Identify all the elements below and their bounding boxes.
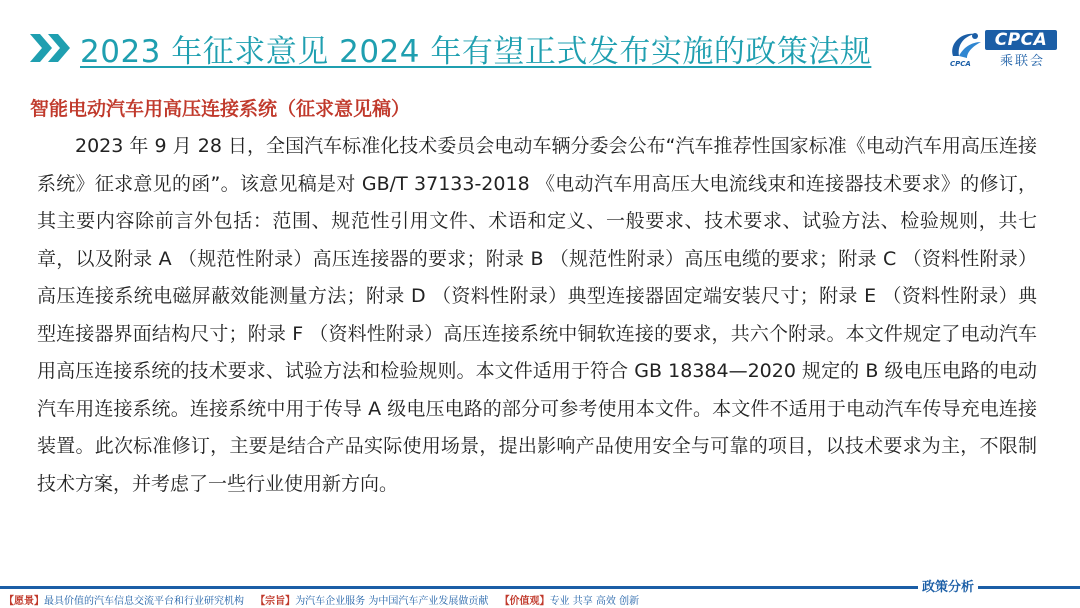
footer-section-label: 政策分析 [918, 576, 978, 595]
logo-subtitle: 乘联会 [1000, 54, 1046, 69]
footer-vision-text: 最具价值的汽车信息交流平台和行业研究机构 [44, 596, 244, 607]
footer-tag-purpose: 【宗旨】 [255, 596, 296, 607]
page-title: 2023 年征求意见 2024 年有望正式发布实施的政策法规 [80, 34, 872, 70]
footer-purpose-text: 为汽车企业服务 为中国汽车产业发展做贡献 [295, 596, 489, 607]
footer-values-text: 专业 共享 高效 创新 [549, 596, 640, 607]
body-paragraph: 2023 年 9 月 28 日，全国汽车标准化技术委员会电动车辆分委会公布“汽车推荐性国家标准《电动汽车用高压连接系统》征求意见的函”。该意见稿是对 GB/T 37133-2018 《电动汽车用高压大电流线束和连接器技术要求》的修订，其主要内容除前言外包括：范围、规范性引用文件、术语和定义、一般要求、技术要求、试验方法、检验规则，共七章，以及附录 A （规范性附录）高压连接器的要求；附录 B （规范性附录）高压电缆的要求；附录 C （资料性附录）高压连接系统电磁屏蔽效能测量方法；附录 D （资料性附录）典型连接器固定端安装尺寸；附录 E （资料性附录）典型连接器界面结构尺寸；附录 F （资料性附录）高压连接系统中铜软连接的要求，共六个附录。本文件规定了电动汽车用高压连接系统的技术要求、试验方法和检验规则。本文件适用于符合 GB 18384—2020 规定的 B 级电压电路的电动汽车用连接系统。连接系统中用于传导 A 级电压电路的部分可参考使用本文件。本文件不适用于电动汽车传导充电连接装置。此次标准修订，主要是结合产品实际使用场景，提出影响产品使用安全与可靠的项目，以技术要求为主，不限制技术方案，并考虑了一些行业使用新方向。 [37, 135, 1037, 495]
footer-tag-values: 【价值观】 [499, 596, 550, 607]
logo-brand: CPCA [985, 30, 1057, 50]
footer-mission [4, 592, 639, 607]
double-chevron-icon [30, 34, 74, 62]
section-heading: 智能电动汽车用高压连接系统（征求意见稿） [30, 98, 411, 120]
slide-header [0, 0, 1080, 80]
logo-mark-text: CPCA [950, 60, 971, 68]
footer-tag-vision: 【愿景】 [4, 596, 44, 607]
